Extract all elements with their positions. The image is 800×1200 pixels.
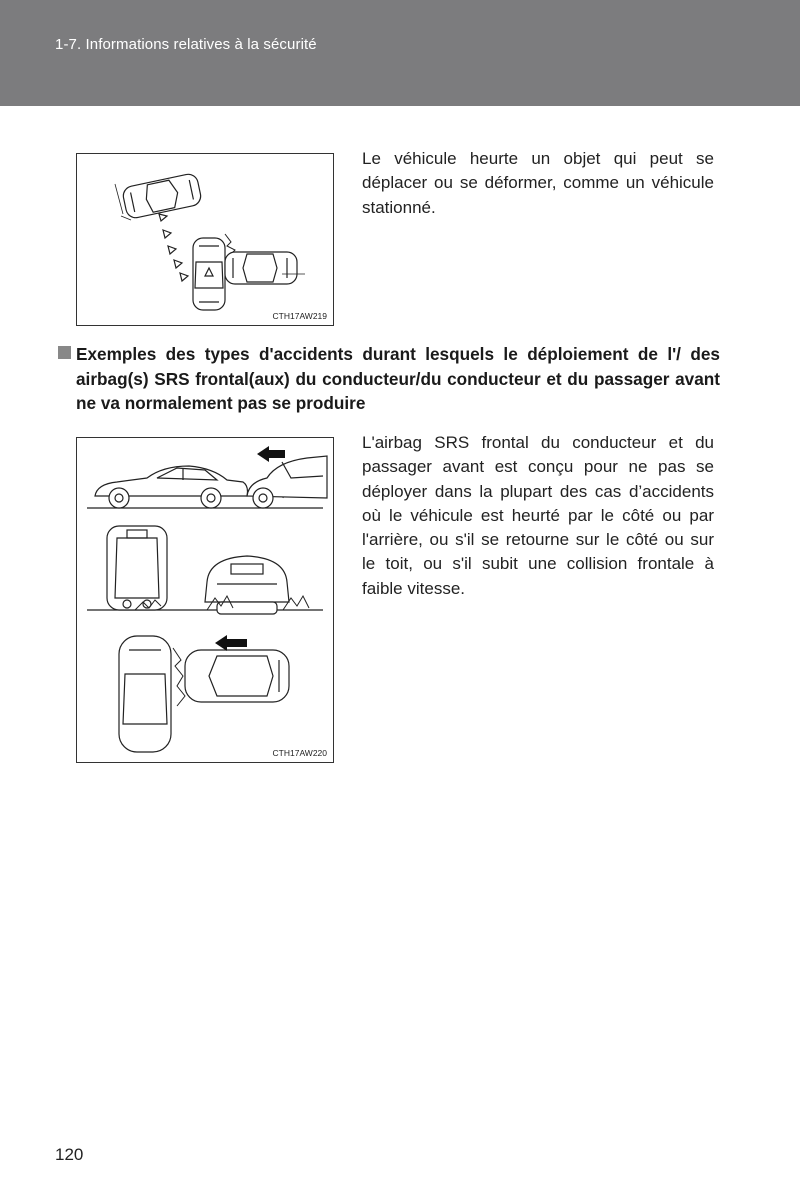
section-square-icon — [58, 346, 71, 359]
parked-car-collision-drawing — [77, 154, 333, 325]
page-number: 120 — [55, 1145, 84, 1164]
paragraph-moving-object: Le véhicule heurte un objet qui peut se déplacer ou se déformer, comme un véhicule stationné. — [362, 149, 714, 217]
illustration-non-deployment-accidents — [76, 437, 334, 763]
section-title: 1-7. Informations relatives à la sécurité — [55, 36, 317, 53]
illustration-parked-car-collision — [76, 153, 334, 326]
figure-code: CTH17AW220 — [272, 748, 327, 758]
header-band — [0, 0, 800, 106]
section-heading: Exemples des types d'accidents durant lesquels le déploiement de l'/ des airbag(s) SRS frontal(aux) du conducteur/du conducteur et du passager avant ne va normalement pas se produire — [76, 344, 720, 413]
non-deployment-accidents-drawing — [77, 438, 333, 762]
figure-code: CTH17AW219 — [272, 311, 327, 321]
paragraph-airbag-design: L'airbag SRS frontal du conducteur et du passager avant est conçu pour ne pas se déployer dans la plupart des cas d’accidents où le véhicule est heurté par le côté ou par l'arrière, ou s'il se retourne sur le côté ou sur le toit, ou s'il subit une collision frontale à faible vitesse. — [362, 433, 714, 598]
section-no-deployment — [58, 342, 720, 416]
